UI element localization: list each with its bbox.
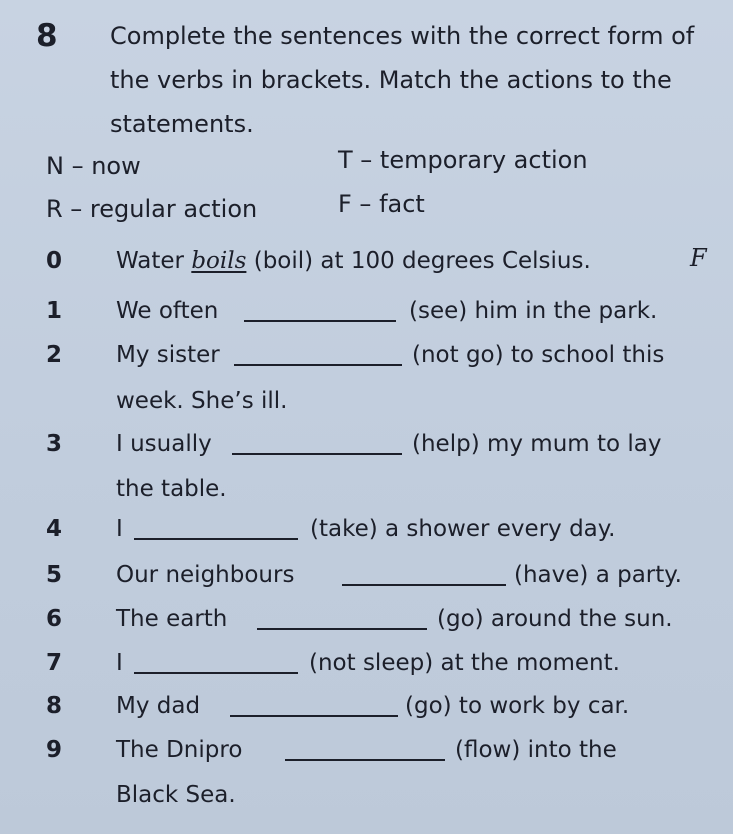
- sentence-text: (have) a party.: [514, 562, 682, 588]
- sentence-text: (not go) to school this: [412, 342, 665, 368]
- sentence-text: The Dnipro: [116, 737, 243, 763]
- sentence-text: We often: [116, 298, 219, 324]
- sentence-text: (go) around the sun.: [437, 606, 673, 632]
- answer-blank[interactable]: [230, 693, 398, 717]
- item-number: 1: [46, 298, 63, 324]
- item-number: 0: [46, 248, 63, 274]
- item-number: 8: [46, 693, 63, 719]
- item-number: 5: [46, 562, 63, 588]
- sentence-text: I usually: [116, 431, 212, 457]
- answer-blank[interactable]: [134, 516, 298, 540]
- sentence-4: [0, 516, 733, 556]
- sentence-7: [0, 650, 733, 690]
- sentence-text: My sister: [116, 342, 220, 368]
- sentence-2-continued: [0, 388, 733, 428]
- sentence-text: My dad: [116, 693, 201, 719]
- sentence-text: (not sleep) at the moment.: [309, 650, 620, 676]
- answer-blank[interactable]: [232, 431, 402, 455]
- answer-blank[interactable]: [342, 562, 506, 586]
- answer-blank[interactable]: [244, 298, 396, 322]
- answer-blank[interactable]: [285, 737, 445, 761]
- key-regular: R – regular action: [46, 195, 258, 223]
- sentence-text: Water boils (boil) at 100 degrees Celsius.: [116, 248, 591, 274]
- item-number: 2: [46, 342, 63, 368]
- answer-blank[interactable]: [234, 342, 402, 366]
- key-temporary: T – temporary action: [338, 146, 588, 174]
- item-number: 7: [46, 650, 63, 676]
- sentence-5: [0, 562, 733, 602]
- sentence-text: (take) a shower every day.: [310, 516, 616, 542]
- sentence-text: (flow) into the: [455, 737, 617, 763]
- exercise-number: 8: [36, 18, 58, 54]
- sentence-1: [0, 298, 733, 338]
- item-number: 6: [46, 606, 63, 632]
- sentence-8: [0, 693, 733, 733]
- sentence-2: [0, 342, 733, 382]
- answer-blank[interactable]: [134, 650, 298, 674]
- key-now: N – now: [46, 152, 141, 180]
- answer-blank[interactable]: [257, 606, 427, 630]
- sentence-3-continued: [0, 476, 733, 516]
- sentence-0: [0, 244, 733, 288]
- sentence-text: (help) my mum to lay: [412, 431, 662, 457]
- sentence-text: I: [116, 516, 123, 542]
- sentence-text: The earth: [116, 606, 228, 632]
- key-fact: F – fact: [338, 190, 425, 218]
- item-number: 4: [46, 516, 63, 542]
- sentence-text: the table.: [116, 476, 227, 502]
- sentence-text: (go) to work by car.: [405, 693, 630, 719]
- sentence-9: [0, 737, 733, 777]
- example-match-mark: F: [690, 244, 707, 272]
- sentence-text: Black Sea.: [116, 782, 236, 808]
- exercise-instruction: Complete the sentences with the correct form of the verbs in brackets. Match the actions to the statements.: [110, 22, 695, 138]
- item-number: 9: [46, 737, 63, 763]
- sentence-text: Our neighbours: [116, 562, 295, 588]
- example-answer: boils: [191, 248, 247, 274]
- sentence-text: week. She’s ill.: [116, 388, 288, 414]
- sentence-3: [0, 431, 733, 471]
- sentence-text: (see) him in the park.: [409, 298, 658, 324]
- sentence-text: I: [116, 650, 123, 676]
- item-number: 3: [46, 431, 63, 457]
- sentence-9-continued: [0, 782, 733, 822]
- sentence-6: [0, 606, 733, 646]
